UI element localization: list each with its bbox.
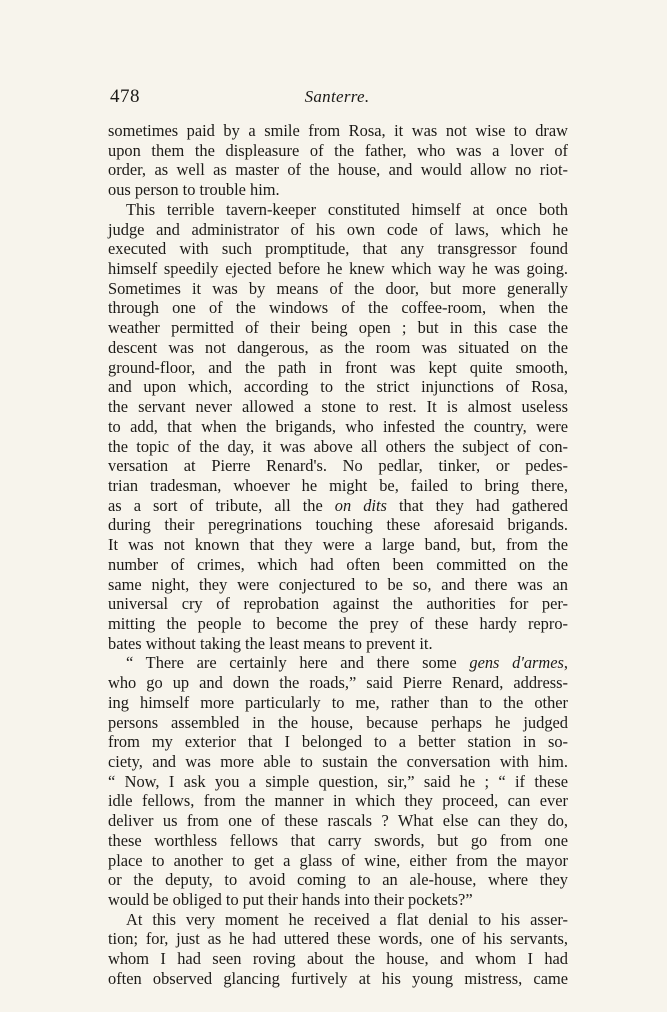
text-line: persons assembled in the house, because perhaps he judged — [108, 712, 568, 732]
running-title: Santerre. — [304, 87, 370, 106]
text-line: and upon which, according to the strict injunctions of Rosa, — [108, 377, 568, 397]
text-line: idle fellows, from the manner in which they proceed, can ever — [108, 791, 568, 811]
text-line: tion; for, just as he had uttered these words, one of his servants, — [108, 929, 568, 949]
text-line: Sometimes it was by means of the door, but more generally — [108, 278, 568, 298]
text-line: ing himself more particularly to me, rather than to the other — [108, 692, 568, 712]
text-line: judge and administrator of his own code of laws, which he — [108, 219, 568, 239]
text-line: who go up and down the roads,” said Pierre Renard, address- — [108, 673, 568, 693]
text-line: “ There are certainly here and there some gens d'armes, — [126, 653, 568, 673]
text-line: these worthless fellows that carry swords, but go from one — [108, 830, 568, 850]
text-line: from my exterior that I belonged to a better station in so- — [108, 732, 568, 752]
text-line: This terrible tavern-keeper constituted himself at once both — [126, 199, 568, 219]
text-line: mitting the people to become the prey of these hardy repro- — [108, 613, 568, 633]
text-line: upon them the displeasure of the father, who was a lover of — [108, 140, 568, 160]
text-line: versation at Pierre Renard's. No pedlar, tinker, or pedes- — [108, 456, 568, 476]
text-line: order, as well as master of the house, and would allow no riot- — [108, 160, 568, 180]
text-line: or the deputy, to avoid coming to an ale-house, where they — [108, 870, 568, 890]
text-line: descent was not dangerous, as the room was situated on the — [108, 337, 568, 357]
text-line: whom I had seen roving about the house, and whom I had — [108, 949, 568, 969]
text-line: weather permitted of their being open ; but in this case the — [108, 318, 568, 338]
text-line: would be obliged to put their hands into their pockets?” — [108, 890, 473, 910]
text-line: place to another to get a glass of wine, either from the mayor — [108, 850, 568, 870]
text-line: through one of the windows of the coffee-room, when the — [108, 298, 568, 318]
text-line: ground-floor, and the path in front was kept quite smooth, — [108, 357, 568, 377]
text-line: to add, that when the brigands, who infested the country, were — [108, 416, 568, 436]
text-line: during their peregrinations touching these aforesaid brigands. — [108, 515, 568, 535]
text-line: “ Now, I ask you a simple question, sir,” said he ; “ if these — [108, 771, 568, 791]
text-line: the topic of the day, it was above all others the subject of con- — [108, 436, 568, 456]
text-line: same night, they were conjectured to be so, and there was an — [108, 574, 568, 594]
text-line: sometimes paid by a smile from Rosa, it was not wise to draw — [108, 121, 568, 140]
text-line: It was not known that they were a large band, but, from the — [108, 535, 568, 555]
text-line: executed with such promptitude, that any transgressor found — [108, 239, 568, 259]
text-line: At this very moment he received a flat denial to his asser- — [126, 909, 568, 929]
page-number: 478 — [110, 86, 140, 107]
text-line: the servant never allowed a stone to rest. It is almost useless — [108, 397, 568, 417]
body-text — [108, 121, 568, 989]
text-line: often observed glancing furtively at his young mistress, came — [108, 968, 568, 988]
text-line: himself speedily ejected before he knew which way he was going. — [108, 259, 568, 279]
text-line: trian tradesman, whoever he might be, failed to bring there, — [108, 475, 568, 495]
text-line: ciety, and was more able to sustain the conversation with him. — [108, 752, 568, 771]
text-line: deliver us from one of these rascals ? What else can they do, — [108, 811, 568, 831]
text-line: as a sort of tribute, all the on dits that they had gathered — [108, 495, 568, 515]
text-line: universal cry of reprobation against the authorities for per- — [108, 594, 568, 614]
text-line: bates without taking the least means to prevent it. — [108, 633, 433, 653]
text-line: number of crimes, which had often been committed on the — [108, 554, 568, 574]
italic-phrase: gens d'armes — [469, 653, 564, 673]
italic-phrase: on dits — [334, 495, 387, 515]
page-header — [110, 86, 564, 112]
text-line: ous person to trouble him. — [108, 180, 280, 200]
